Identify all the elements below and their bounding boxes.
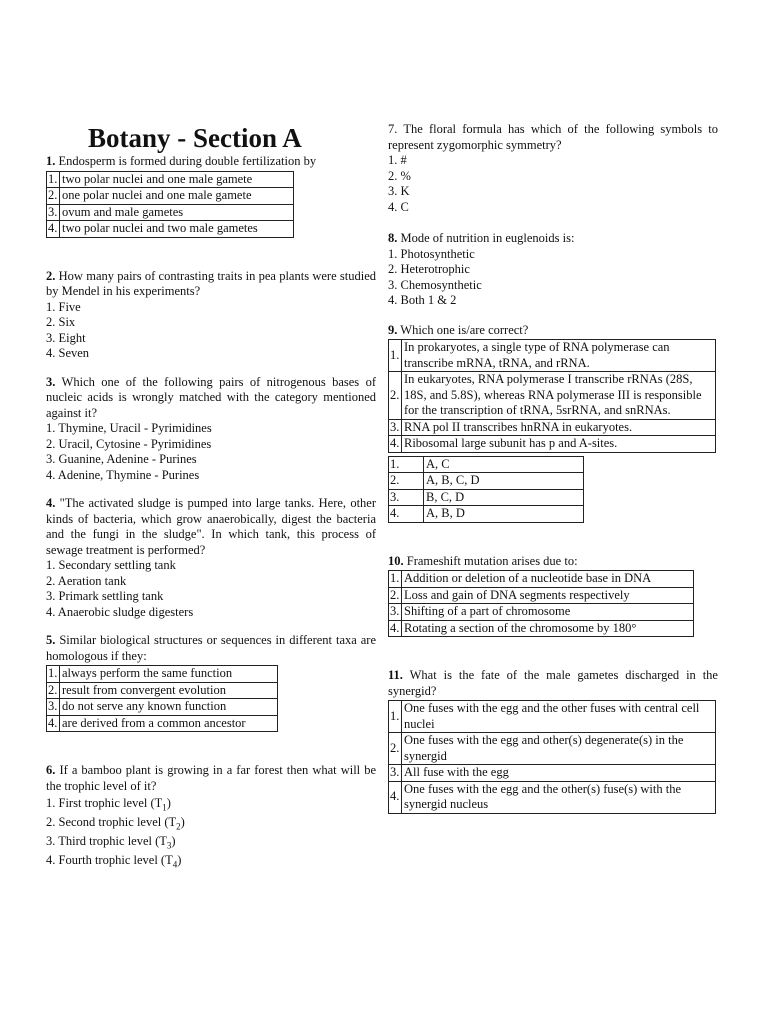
option-row[interactable]: 4. One fuses with the egg and the other(s) fuse(s) with the synergid nucleus (389, 781, 716, 813)
question-2 (46, 269, 376, 362)
option-list (46, 794, 376, 870)
option-item[interactable]: 1. Photosynthetic (388, 246, 475, 261)
right-column (388, 122, 718, 814)
statement-row: 1. In prokaryotes, a single type of RNA polymerase can transcribe mRNA, tRNA, and rRNA. (389, 340, 716, 372)
option-row[interactable]: 1. A, C (389, 456, 584, 473)
statement-row: 4. Ribosomal large subunit has p and A-sites. (389, 436, 716, 453)
option-row[interactable]: 4. Rotating a section of the chromosome by 180° (389, 620, 694, 637)
option-item[interactable]: 2. Uracil, Cytosine - Pyrimidines (46, 436, 212, 451)
question-text: Endosperm is formed during double fertilization by (58, 154, 317, 168)
question-text: Mode of nutrition in euglenoids is: (400, 231, 575, 245)
option-item[interactable]: 1. Secondary settling tank (46, 558, 176, 572)
question-text: Which one of the following pairs of nitrogenous bases of nucleic acids is wrongly matched with the category mentioned against it? (46, 374, 376, 420)
option-row[interactable]: 2. Loss and gain of DNA segments respectively (389, 587, 694, 604)
option-row[interactable]: 2. A, B, C, D (389, 473, 584, 490)
question-1 (46, 154, 376, 238)
question-7 (388, 122, 718, 215)
option-row[interactable]: 2. One fuses with the egg and other(s) degenerate(s) in the synergid (389, 733, 716, 765)
option-item[interactable]: 4. Fourth trophic level $(T_4)$ (46, 853, 182, 870)
question-text: Which one is/are correct? (400, 322, 529, 337)
option-item[interactable]: 1. First trophic level $(T_1)$ (46, 796, 171, 813)
question-5 (46, 633, 376, 732)
option-item[interactable]: 4. Anaerobic sludge digesters (46, 604, 194, 619)
option-list (388, 247, 718, 309)
option-row[interactable]: 3. Shifting of a part of chromosome (389, 604, 694, 621)
question-number: 11. (388, 668, 403, 682)
option-table (46, 171, 294, 238)
statement-row: 2. In eukaryotes, RNA polymerase I transcribe rRNAs (28S, 18S, and 5.8S), whereas RNA polymerase III is responsible for the transcription of tRNA, 5srRNA, and snRNAs. (389, 372, 716, 420)
option-list (46, 300, 376, 362)
option-item[interactable]: 3. Third trophic level $(T_3)$ (46, 834, 176, 851)
option-item[interactable]: 2. Heterotrophic (388, 262, 470, 276)
option-item[interactable]: 3. Chemosynthetic (388, 277, 482, 292)
page-title: Botany - Section A (88, 123, 302, 153)
question-number: 1. (46, 154, 56, 168)
option-item[interactable]: 2. Second trophic level $(T_2)$ (46, 815, 185, 832)
question-6 (46, 763, 376, 870)
option-row[interactable]: 3. do not serve any known function (47, 699, 278, 716)
option-row[interactable]: 2. result from convergent evolution (47, 682, 278, 699)
question-11 (388, 668, 718, 814)
option-row[interactable]: 1. One fuses with the egg and the other fuses with central cell nuclei (389, 701, 716, 733)
question-number: 4. (46, 496, 56, 510)
statement-table (388, 339, 716, 453)
option-item[interactable]: 3. K (388, 184, 410, 198)
question-number: 10. (388, 553, 404, 568)
option-row[interactable]: 1. always perform the same function (47, 666, 278, 683)
option-item[interactable]: 4. Adenine, Thymine - Purines (46, 467, 200, 482)
option-table (46, 665, 278, 732)
option-list (388, 153, 718, 215)
option-item[interactable]: 3. Eight (46, 330, 86, 345)
option-item[interactable]: 2. Six (46, 315, 76, 329)
question-3 (46, 375, 376, 484)
left-column (46, 122, 376, 870)
option-item[interactable]: 1. # (388, 153, 407, 167)
option-row[interactable]: 3. All fuse with the egg (389, 765, 716, 782)
question-number: 7. (388, 122, 398, 136)
option-item[interactable]: 4. Both 1 & 2 (388, 293, 457, 307)
option-row[interactable]: 1. Addition or deletion of a nucleotide base in DNA (389, 571, 694, 588)
option-item[interactable]: 1. Thymine, Uracil - Pyrimidines (46, 421, 212, 435)
question-4 (46, 496, 376, 620)
question-8 (388, 231, 718, 309)
option-row[interactable]: 3. ovum and male gametes (47, 204, 294, 221)
question-text: "The activated sludge is pumped into large tanks. Here, other kinds of bacteria, which grow anaerobically, digest the bacteria and the fungi in the sludge". In which tank, this process of sewage treatment is performed? (46, 496, 376, 557)
option-item[interactable]: 4. Seven (46, 346, 90, 360)
question-text: How many pairs of contrasting traits in pea plants were studied by Mendel in his experiments? (46, 268, 376, 298)
option-row[interactable]: 1. two polar nuclei and one male gamete (47, 171, 294, 188)
option-item[interactable]: 3. Primark settling tank (46, 589, 164, 603)
question-number: 8. (388, 231, 398, 245)
option-row[interactable]: 4. are derived from a common ancestor (47, 715, 278, 732)
option-item[interactable]: 4. C (388, 199, 409, 214)
question-text: The floral formula has which of the following symbols to represent zygomorphic symmetry? (388, 122, 718, 152)
option-list (46, 421, 376, 483)
option-row[interactable]: 4. two polar nuclei and two male gametes (47, 221, 294, 238)
question-text: What is the fate of the male gametes discharged in the synergid? (388, 668, 718, 698)
question-number: 9. (388, 322, 398, 337)
question-10 (388, 554, 718, 638)
option-row[interactable]: 2. one polar nuclei and one male gamete (47, 188, 294, 205)
option-row[interactable]: 4. A, B, D (389, 506, 584, 523)
question-text: If a bamboo plant is growing in a far forest then what will be the trophic level of it? (46, 763, 376, 793)
option-item[interactable]: 3. Guanine, Adenine - Purines (46, 452, 197, 466)
question-number: 6. (46, 763, 56, 777)
option-item[interactable]: 1. Five (46, 299, 81, 314)
question-number: 2. (46, 268, 56, 283)
question-number: 5. (46, 633, 56, 647)
question-number: 3. (46, 374, 56, 389)
question-9 (388, 323, 718, 523)
question-text: Frameshift mutation arises due to: (406, 553, 578, 568)
statement-row: 3. RNA pol II transcribes hnRNA in eukaryotes. (389, 419, 716, 436)
option-item[interactable]: 2. % (388, 168, 411, 183)
question-text: Similar biological structures or sequences in different taxa are homologous if they: (46, 633, 377, 663)
option-row[interactable]: 3. B, C, D (389, 489, 584, 506)
option-table (388, 570, 694, 637)
option-table (388, 456, 584, 523)
option-item[interactable]: 2. Aeration tank (46, 573, 127, 588)
option-table (388, 700, 716, 814)
option-list (46, 558, 376, 620)
